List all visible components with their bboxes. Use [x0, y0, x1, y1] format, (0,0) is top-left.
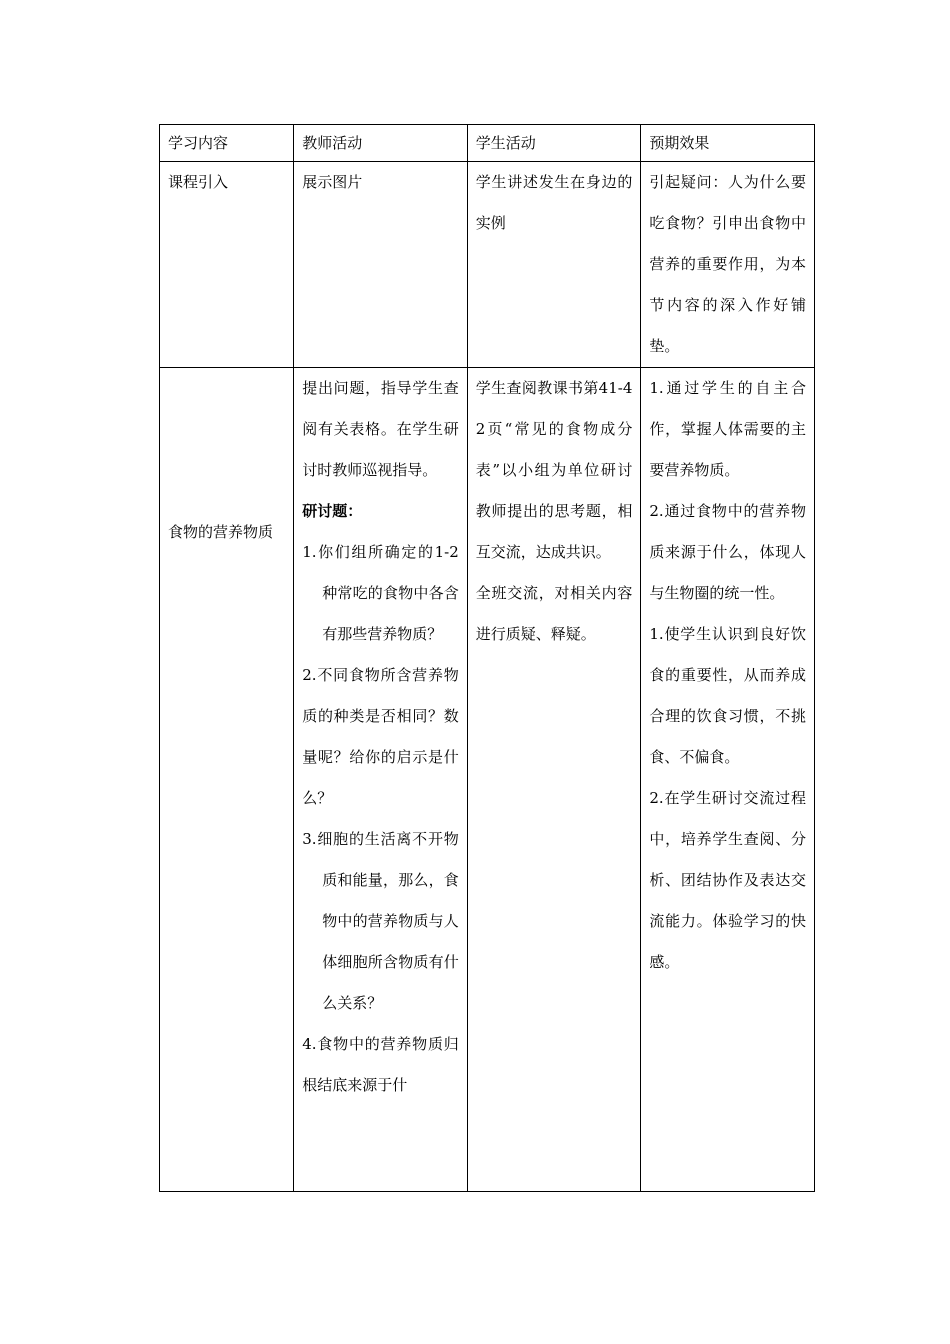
intro-teacher-cell: 展示图片 [294, 162, 468, 368]
header-content: 学习内容 [160, 125, 294, 162]
question-4: 4.食物中的营养物质归根结底来源于什 [302, 1035, 459, 1094]
header-teacher: 教师活动 [294, 125, 468, 162]
header-effect: 预期效果 [641, 125, 815, 162]
intro-effect-cell: 引起疑问：人为什么要吃食物？引申出食物中营养的重要作用，为本节内容的深入作好铺垫。 [641, 162, 815, 368]
effect-4: 2.在学生研讨交流过程中，培养学生查阅、分析、团结协作及表达交流能力。体验学习的快感。 [649, 789, 806, 971]
main-student-cell [467, 368, 641, 1192]
question-1: 1.你们组所确定的1-2种常吃的食物中各含有那些营养物质？ [302, 543, 459, 643]
lesson-plan-table [159, 124, 815, 1192]
effect-3: 1.使学生认识到良好饮食的重要性，从而养成合理的饮食习惯，不挑食、不偏食。 [649, 625, 806, 766]
table-row [160, 368, 815, 1192]
main-content-text: 食物的营养物质 [168, 523, 274, 541]
question-3: 3.细胞的生活离不开物质和能量，那么，食物中的营养物质与人体细胞所含物质有什么关系？ [302, 830, 459, 1012]
header-student: 学生活动 [467, 125, 641, 162]
intro-content-cell: 课程引入 [160, 162, 294, 368]
question-2: 2.不同食物所含营养物质的种类是否相同？数量呢？给你的启示是什么？ [302, 666, 459, 807]
header-row [160, 125, 815, 162]
discussion-title: 研讨题： [302, 502, 363, 520]
student-activity-2: 全班交流，对相关内容进行质疑、释疑。 [475, 584, 633, 643]
main-content-cell [160, 368, 294, 1192]
effect-2: 2.通过食物中的营养物质来源于什么，体现人与生物圈的统一性。 [649, 502, 806, 602]
teacher-intro-text: 提出问题，指导学生查阅有关表格。在学生研讨时教师巡视指导。 [302, 379, 459, 479]
table-row [160, 162, 815, 368]
main-effect-cell [641, 368, 815, 1192]
main-teacher-cell [294, 368, 468, 1192]
student-activity-1: 学生查阅教课书第41-42页“常见的食物成分表”以小组为单位研讨教师提出的思考题，相互交流，达成共识。 [475, 379, 633, 561]
effect-1: 1.通过学生的自主合作，掌握人体需要的主要营养物质。 [649, 379, 806, 479]
intro-student-cell: 学生讲述发生在身边的实例 [467, 162, 641, 368]
